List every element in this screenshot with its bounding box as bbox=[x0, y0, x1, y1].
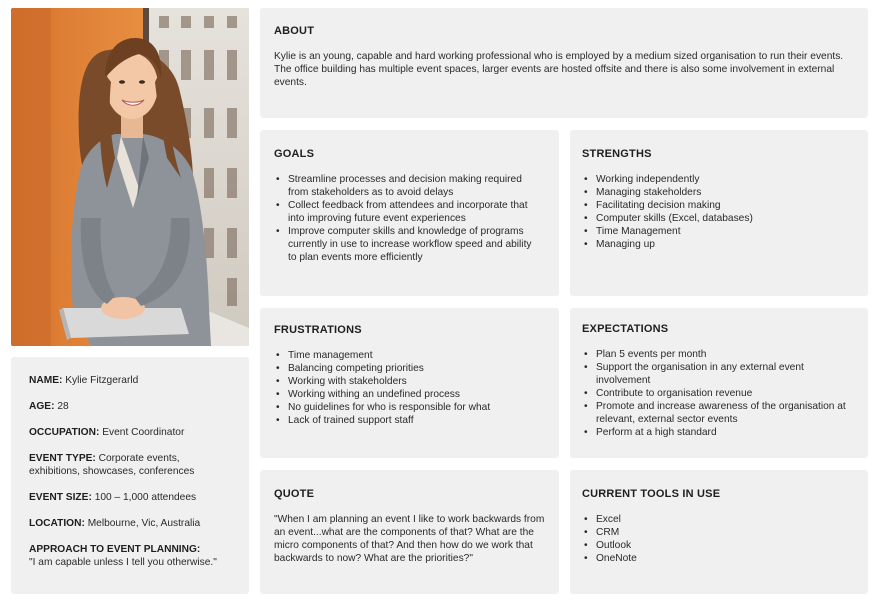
quote-text: "When I am planning an event I like to work backwards from an event...what are the components of that? What are the micro components of that? And then how do we work that backwards to now? What are the priorities?" bbox=[274, 514, 545, 564]
expectations-heading: EXPECTATIONS bbox=[582, 323, 669, 335]
list-item: • Working with stakeholders bbox=[274, 375, 545, 388]
list-item: • No guidelines for who is responsible for what bbox=[274, 401, 545, 414]
list-item: • CRM bbox=[582, 526, 856, 539]
list-item: • OneNote bbox=[582, 552, 856, 565]
event-size-row bbox=[29, 491, 231, 504]
list-item: • Time management bbox=[274, 349, 545, 362]
location-label: LOCATION: bbox=[29, 518, 85, 529]
list-item: • Outlook bbox=[582, 539, 856, 552]
list-item: • Balancing competing priorities bbox=[274, 362, 545, 375]
list-item: • Facilitating decision making bbox=[582, 199, 856, 212]
list-item: • Promote and increase awareness of the organisation at relevant, external sector events bbox=[582, 400, 850, 426]
tools-heading: CURRENT TOOLS IN USE bbox=[582, 488, 721, 500]
quote-card bbox=[260, 470, 559, 594]
age-value: 28 bbox=[57, 401, 69, 412]
list-item: • Streamline processes and decision making required from stakeholders as to avoid delays bbox=[274, 173, 542, 199]
list-item: • Support the organisation in any external event involvement bbox=[582, 361, 850, 387]
event-type-label: EVENT TYPE: bbox=[29, 453, 96, 464]
list-item: • Improve computer skills and knowledge of programs currently in use to increase workflow speed and ability to plan events more efficiently bbox=[274, 225, 542, 264]
tools-list bbox=[582, 513, 856, 565]
list-item: • Excel bbox=[582, 513, 856, 526]
about-card bbox=[260, 8, 868, 118]
tools-card bbox=[570, 470, 868, 594]
approach-label: APPROACH TO EVENT PLANNING: bbox=[29, 544, 201, 555]
goals-card bbox=[260, 130, 559, 296]
strengths-heading: STRENGTHS bbox=[582, 148, 652, 160]
goals-list bbox=[274, 173, 542, 264]
age-row bbox=[29, 400, 231, 413]
strengths-list bbox=[582, 173, 856, 251]
location-value: Melbourne, Vic, Australia bbox=[87, 518, 201, 529]
list-item: • Lack of trained support staff bbox=[274, 414, 545, 427]
list-item: • Perform at a high standard bbox=[582, 426, 850, 439]
list-item: • Collect feedback from attendees and incorporate that into improving future event experiences bbox=[274, 199, 542, 225]
approach-row bbox=[29, 543, 231, 569]
name-value: Kylie Fitzgerarld bbox=[65, 375, 139, 386]
list-item: • Managing stakeholders bbox=[582, 186, 856, 199]
occupation-label: OCCUPATION: bbox=[29, 427, 100, 438]
persona-photo bbox=[11, 8, 249, 346]
list-item: • Contribute to organisation revenue bbox=[582, 387, 850, 400]
list-item: • Computer skills (Excel, databases) bbox=[582, 212, 856, 225]
location-row bbox=[29, 517, 231, 530]
event-type-row bbox=[29, 452, 231, 478]
name-row bbox=[29, 374, 231, 387]
event-size-label: EVENT SIZE: bbox=[29, 492, 92, 503]
frustrations-heading: FRUSTRATIONS bbox=[274, 324, 362, 336]
expectations-list bbox=[582, 348, 850, 439]
list-item: • Managing up bbox=[582, 238, 856, 251]
about-text: Kylie is an young, capable and hard working professional who is employed by a medium sized organisation to run their events. The office building has multiple event spaces, larger events are hosted offsite and there is also some involvement in external events. bbox=[274, 51, 844, 88]
profile-card bbox=[11, 357, 249, 594]
age-label: AGE: bbox=[29, 401, 55, 412]
frustrations-card bbox=[260, 308, 559, 458]
list-item: • Working independently bbox=[582, 173, 856, 186]
list-item: • Working withing an undefined process bbox=[274, 388, 545, 401]
goals-heading: GOALS bbox=[274, 148, 315, 160]
strengths-card bbox=[570, 130, 868, 296]
approach-value: "I am capable unless I tell you otherwise." bbox=[29, 557, 217, 568]
name-label: NAME: bbox=[29, 375, 63, 386]
occupation-row bbox=[29, 426, 231, 439]
about-heading: ABOUT bbox=[274, 25, 315, 37]
event-type-value: Corporate events, exhibitions, showcases, conferences bbox=[29, 453, 195, 477]
quote-heading: QUOTE bbox=[274, 488, 315, 500]
list-item: • Plan 5 events per month bbox=[582, 348, 850, 361]
frustrations-list bbox=[274, 349, 545, 427]
occupation-value: Event Coordinator bbox=[102, 427, 185, 438]
event-size-value: 100 – 1,000 attendees bbox=[94, 492, 197, 503]
list-item: • Time Management bbox=[582, 225, 856, 238]
expectations-card bbox=[570, 308, 868, 458]
